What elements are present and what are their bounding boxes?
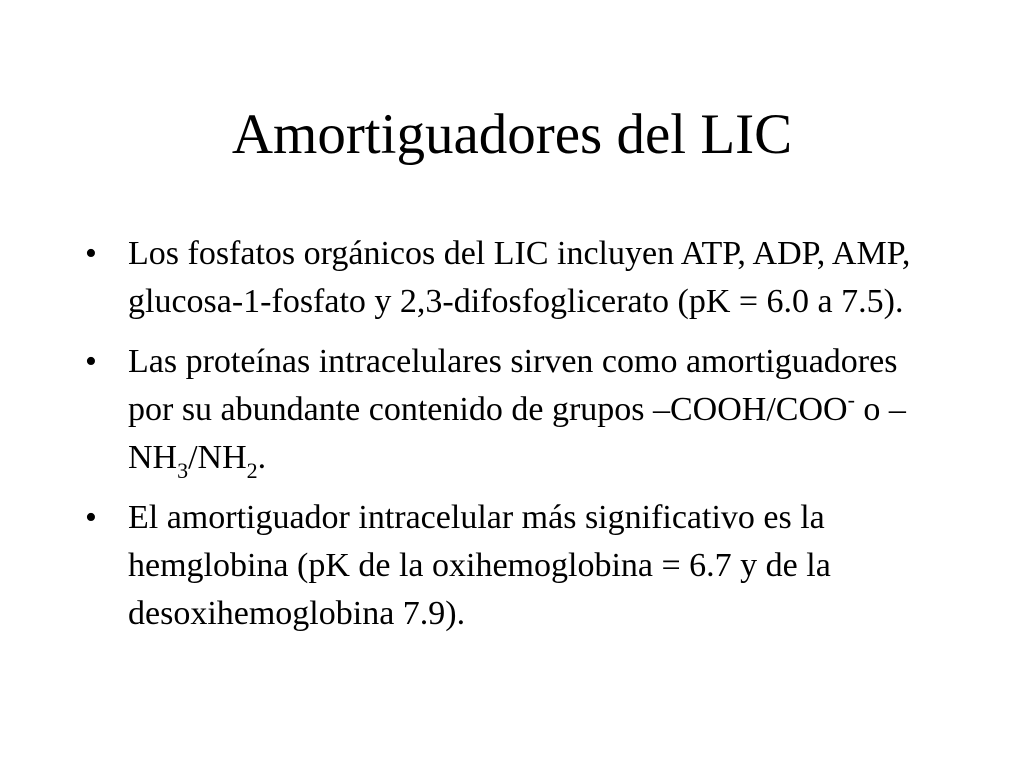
bullet-text-part: o –NH bbox=[128, 391, 906, 476]
bullet-text: Los fosfatos orgánicos del LIC incluyen ATP, ADP, AMP, glucosa-1-fosfato y 2,3-difosfoglicerato (pK = 6.0 a 7.5). bbox=[128, 235, 911, 320]
bullet-text bbox=[128, 343, 906, 483]
bullet-item-2 bbox=[85, 338, 925, 482]
bullet-item-1 bbox=[85, 230, 925, 326]
bullet-marker: • bbox=[85, 499, 97, 536]
bullet-text-part: /NH bbox=[188, 439, 247, 476]
bullet-marker: • bbox=[85, 343, 97, 380]
slide-title: Amortiguadores del LIC bbox=[231, 103, 793, 166]
bullet-marker: • bbox=[85, 235, 97, 272]
subscript-index: 2 bbox=[246, 458, 258, 483]
superscript-charge: - bbox=[847, 387, 855, 412]
bullet-list bbox=[85, 230, 925, 650]
bullet-text: El amortiguador intracelular más significativo es la hemglobina (pK de la oxihemoglobina = 6.7 y de la desoxihemoglobina 7.9). bbox=[128, 499, 831, 632]
bullet-text-part: . bbox=[257, 439, 267, 476]
subscript-index: 3 bbox=[177, 458, 189, 483]
bullet-item-3 bbox=[85, 494, 925, 638]
bullet-text-part: Las proteínas intracelulares sirven como amortiguadores por su abundante contenido de grupos –COOH/COO bbox=[128, 343, 898, 428]
